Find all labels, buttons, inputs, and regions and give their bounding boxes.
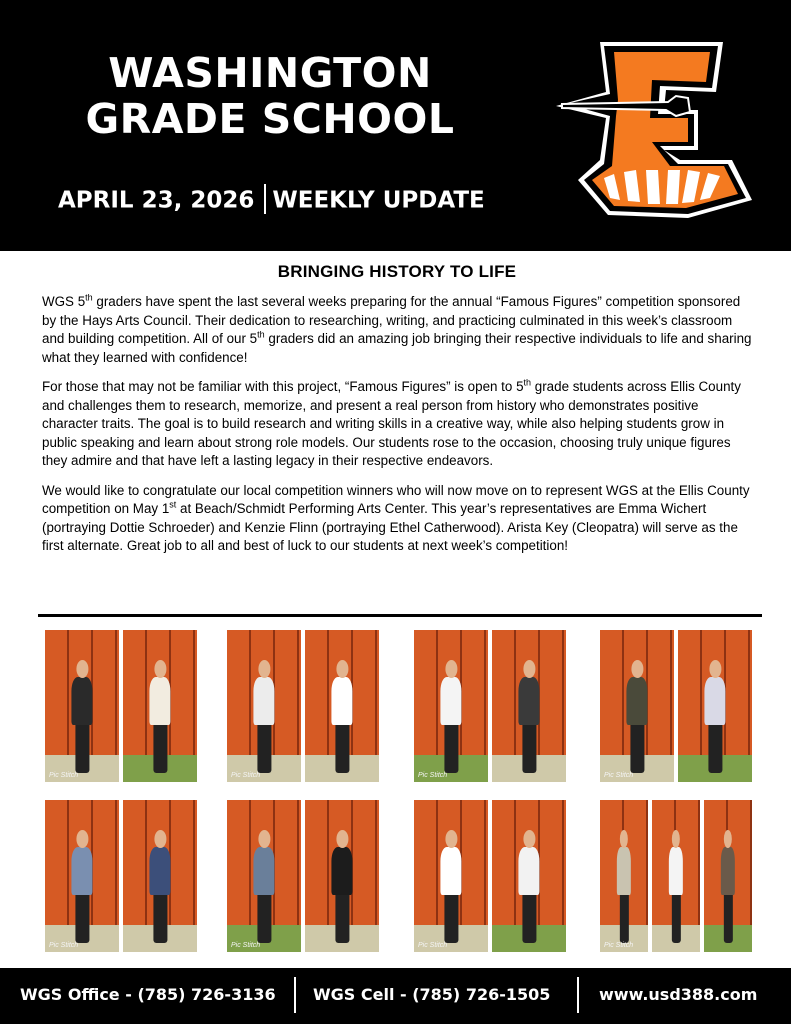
article-paragraph-1: WGS 5th graders have spent the last several weeks preparing for the annual “Famous Figures” competition sponsored by the Hays Arts Council. Their dedication to researching, writing, and practicing culminated in this week’s classroom and building competition. All of our 5th graders did an amazing job bringing their respective individuals to life and sharing what they learned with confidence! <box>42 292 752 365</box>
pic-stitch-watermark: Pic Stitch <box>418 942 448 949</box>
photo-collage-6 <box>227 800 379 952</box>
student-figure <box>147 830 172 942</box>
date-separator <box>264 184 266 214</box>
student-figure <box>516 660 541 772</box>
student-photo <box>678 630 752 782</box>
pic-stitch-watermark: Pic Stitch <box>231 772 261 779</box>
student-figure <box>147 660 172 772</box>
update-label: WEEKLY UPDATE <box>272 187 485 214</box>
student-figure <box>624 660 649 772</box>
pic-stitch-watermark: Pic Stitch <box>604 772 634 779</box>
student-photo <box>414 800 488 952</box>
student-photo <box>600 800 648 952</box>
footer-divider-1 <box>294 977 296 1013</box>
article-title: BRINGING HISTORY TO LIFE <box>277 262 517 281</box>
student-photo <box>227 800 301 952</box>
photo-collage-8 <box>600 800 752 952</box>
student-figure <box>702 660 727 772</box>
student-photo <box>123 630 197 782</box>
letter-e-railroad-spike-logo-icon <box>548 40 756 218</box>
article-paragraph-3: We would like to congratulate our local competition winners who will now move on to represent WGS at the Ellis County competition on May 1st at Beach/Schmidt Performing Arts Center. This year’s representatives are Emma Wichert (portraying Dottie Schroeder) and Kenzie Flinn (portraying Ethel Catherwood). Arista Key (Cleopatra) will serve as the first alternate. Great job to all and best of luck to our students at next week’s competition! <box>42 482 750 553</box>
student-photo <box>305 630 379 782</box>
student-figure <box>251 660 276 772</box>
photo-collage-3 <box>414 630 566 782</box>
student-photo <box>227 630 301 782</box>
student-figure <box>69 660 94 772</box>
student-figure <box>329 830 354 942</box>
pic-stitch-watermark: Pic Stitch <box>231 942 261 949</box>
student-photo <box>305 800 379 952</box>
student-photo <box>704 800 752 952</box>
header-banner <box>0 0 791 251</box>
footer-divider-2 <box>577 977 579 1013</box>
pic-stitch-watermark: Pic Stitch <box>49 942 79 949</box>
student-photo <box>652 800 700 952</box>
student-photo <box>414 630 488 782</box>
cell-phone: WGS Cell - (785) 726-1505 <box>313 985 551 1004</box>
student-figure <box>668 830 684 942</box>
student-figure <box>329 660 354 772</box>
student-photo <box>600 630 674 782</box>
student-photo <box>492 800 566 952</box>
photo-collage-1 <box>45 630 197 782</box>
date-line <box>58 186 485 216</box>
student-figure <box>251 830 276 942</box>
issue-date: APRIL 23, 2026 <box>58 187 255 214</box>
pic-stitch-watermark: Pic Stitch <box>418 772 448 779</box>
student-figure <box>516 830 541 942</box>
photo-collage-4 <box>600 630 752 782</box>
section-divider <box>38 614 762 617</box>
photo-collage-5 <box>45 800 197 952</box>
student-photo <box>123 800 197 952</box>
student-figure <box>616 830 632 942</box>
school-name <box>60 50 480 142</box>
photo-collage-7 <box>414 800 566 952</box>
student-figure <box>69 830 94 942</box>
website-link[interactable]: www.usd388.com <box>599 985 758 1004</box>
pic-stitch-watermark: Pic Stitch <box>49 772 79 779</box>
student-photo <box>492 630 566 782</box>
student-photo <box>45 630 119 782</box>
article-paragraph-2: For those that may not be familiar with this project, “Famous Figures” is open to 5th grade students across Ellis County and challenges them to research, memorize, and present a real person from history who demonstrates positive character traits. The goal is to build research and writing skills in a creative way, while also helping students grow in public speaking and learn about strong role models. Our students rose to the occasion, choosing truly unique figures they admire and that have left a lasting legacy in their respective endeavors. <box>42 377 741 468</box>
student-figure <box>720 830 736 942</box>
article <box>42 262 752 567</box>
pic-stitch-watermark: Pic Stitch <box>604 942 634 949</box>
student-photo <box>45 800 119 952</box>
photo-collage-2 <box>227 630 379 782</box>
office-phone: WGS Office - (785) 726-3136 <box>20 985 276 1004</box>
school-name-line1: WASHINGTON <box>108 49 432 97</box>
student-figure <box>438 830 463 942</box>
footer-bar <box>0 968 791 1024</box>
student-figure <box>438 660 463 772</box>
school-name-line2: GRADE SCHOOL <box>85 95 455 143</box>
